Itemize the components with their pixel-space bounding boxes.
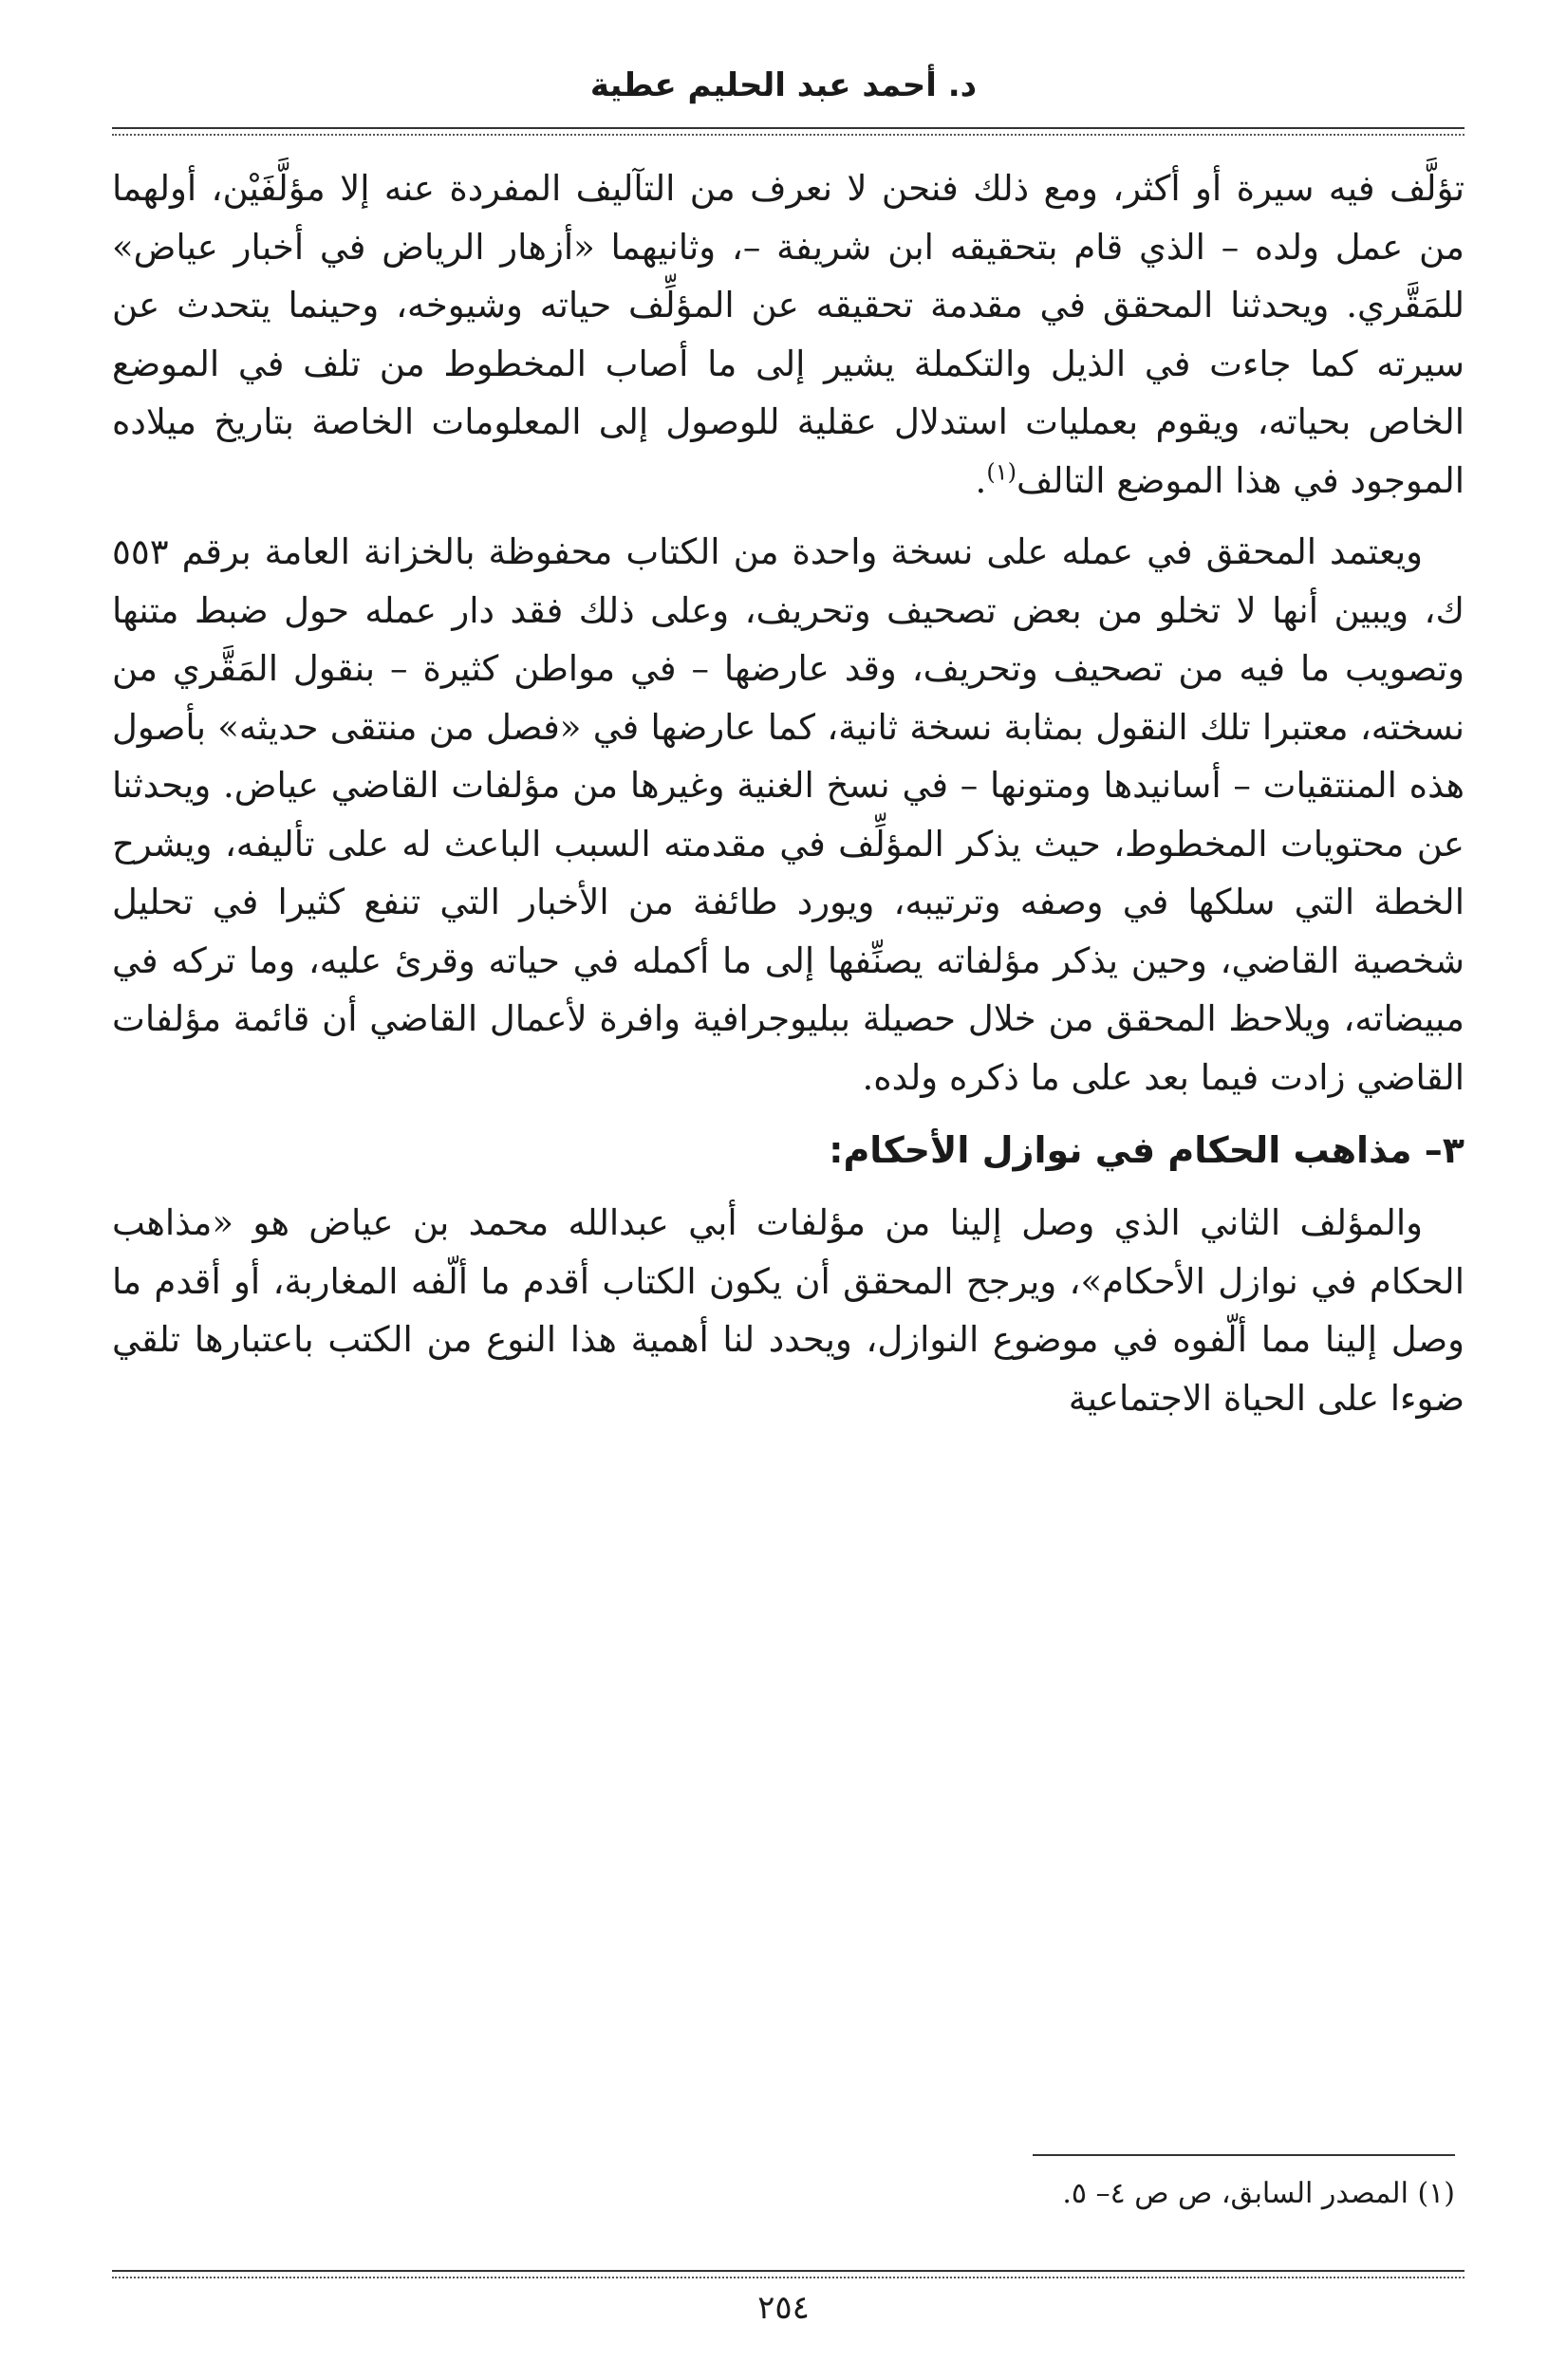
- paragraph-2: ويعتمد المحقق في عمله على نسخة واحدة من الكتاب محفوظة بالخزانة العامة برقم ٥٥٣ ك، ويبين أنها لا تخلو من بعض تصحيف وتحريف، وعلى ذلك فقد دار عمله حول ضبط متنها وتصويب ما فيه من تصحيف وتحريف، وقد عارضها – في مواطن كثيرة – بنقول المَقَّري من نسخته، معتبرا تلك النقول بمثابة نسخة ثانية، كما عارضها في «فصل من منتقى حديثه» بأصول هذه المنتقيات – أسانيدها ومتونها – في نسخ الغنية وغيرها من مؤلفات القاضي عياض. ويحدثنا عن محتويات المخطوط، حيث يذكر المؤلِّف في مقدمته السبب الباعث له على تأليفه، ويشرح الخطة التي سلكها في وصفه وترتيبه، ويورد طائفة من الأخبار التي تنفع كثيرا في تحليل شخصية القاضي، وحين يذكر مؤلفاته يصنِّفها إلى ما أكمله في حياته وقرئ عليه، وما تركه في مبيضاته، ويلاحظ المحقق من خلال حصيلة ببليوجرافية وافرة لأعمال القاضي أن قائمة مؤلفات القاضي زادت فيما بعد على ما ذكره ولده.: [112, 531, 1464, 1098]
- header-rule: [112, 127, 1464, 136]
- paragraph-3: والمؤلف الثاني الذي وصل إلينا من مؤلفات أبي عبدالله محمد بن عياض هو «مذاهب الحكام في نوازل الأحكام»، ويرجح المحقق أن يكون الكتاب أقدم ما ألّفه المغاربة، أو أقدم ما وصل إلينا مما ألّفوه في موضوع النوازل، ويحدد لنا أهمية هذا النوع من الكتب باعتبارها تلقي ضوءا على الحياة الاجتماعية: [112, 1202, 1464, 1419]
- main-text: [112, 159, 1464, 1441]
- footnote-reference: (١): [986, 458, 1017, 486]
- footnote-separator: [1033, 2154, 1455, 2156]
- paragraph-1-end: .: [975, 459, 987, 501]
- page-number: ٢٥٤: [757, 2289, 810, 2327]
- footnote: (١) المصدر السابق، ص ص ٤– ٥.: [1062, 2177, 1455, 2210]
- section-heading: ٣– مذاهب الحكام في نوازل الأحكام:: [829, 1129, 1464, 1171]
- footer-rule: [112, 2270, 1464, 2278]
- paragraph-1: [112, 159, 1464, 510]
- running-header-author: د. أحمد عبد الحليم عطية: [589, 66, 978, 104]
- paragraph-1-text: تؤلَّف فيه سيرة أو أكثر، ومع ذلك فنحن لا نعرف من التآليف المفردة عنه إلا مؤلَّفَيْن، أولهما من عمل ولده – الذي قام بتحقيقه ابن شريفة –، وثانيهما «أزهار الرياض في أخبار عياض» للمَقَّري. ويحدثنا المحقق في مقدمة تحقيقه عن المؤلِّف حياته وشيوخه، وحينما يتحدث عن سيرته كما جاءت في الذيل والتكملة يشير إلى ما أصاب المخطوط من تلف في الموضع الخاص بحياته، ويقوم بعمليات استدلال عقلية للوصول إلى المعلومات الخاصة بتاريخ ميلاده الموجود في هذا الموضع التالف: [112, 168, 1464, 501]
